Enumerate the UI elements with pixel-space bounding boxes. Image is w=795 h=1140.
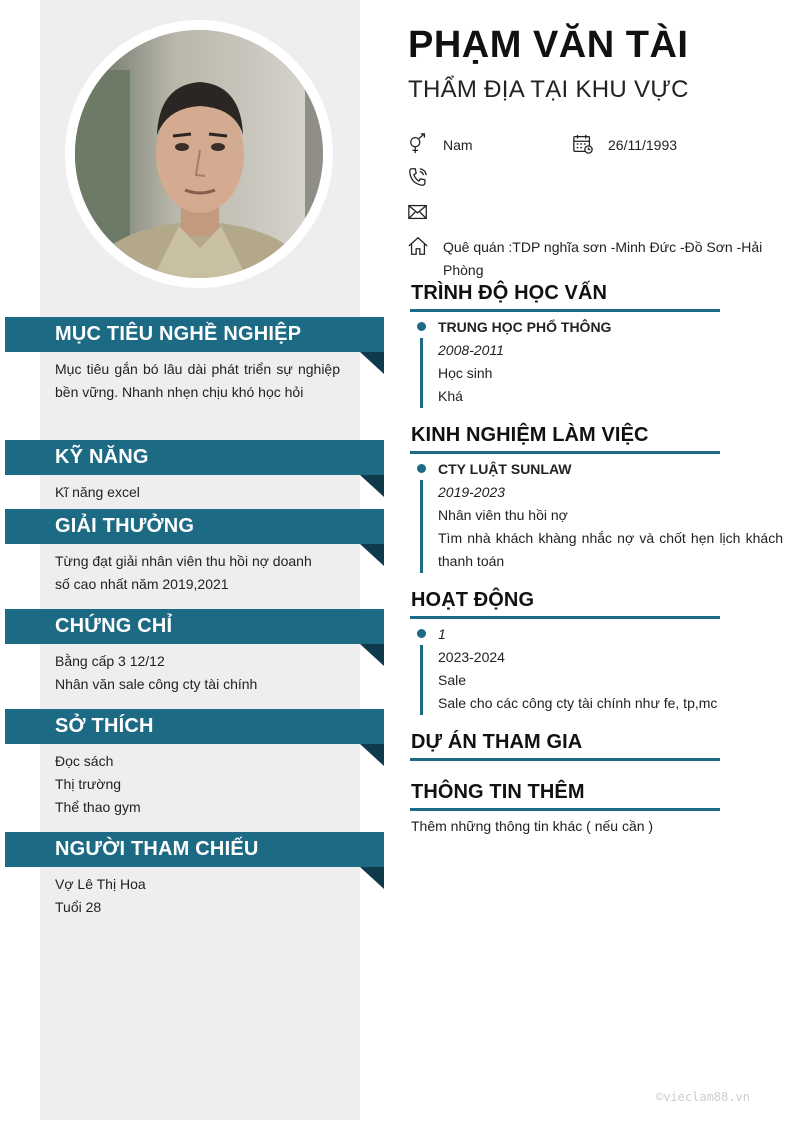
activity-description: Sale cho các công cty tài chính như fe, tp,mc	[438, 695, 718, 711]
certificates-section	[0, 609, 384, 696]
school-name: TRUNG HỌC PHỔ THÔNG	[438, 319, 612, 335]
experience-divider	[410, 451, 720, 454]
references-list	[0, 867, 384, 919]
awards-heading: GIẢI THƯỞNG	[5, 509, 384, 544]
avatar	[75, 30, 323, 278]
hobby-item: Thể thao gym	[55, 799, 141, 815]
education-heading: TRÌNH ĐỘ HỌC VẤN	[411, 282, 608, 304]
activity-name: 1	[438, 626, 446, 642]
experience-heading: KINH NGHIỆM LÀM VIỆC	[411, 424, 649, 446]
objective-section	[0, 317, 384, 404]
certificate-item: Nhân văn sale công cty tài chính	[55, 676, 258, 692]
awards-section	[0, 509, 384, 596]
job-title: THẨM ĐỊA TẠI KHU VỰC	[408, 76, 689, 103]
activities-heading: HOẠT ĐỘNG	[411, 589, 535, 611]
references-section	[0, 832, 384, 919]
activities-bullet	[417, 629, 426, 638]
gender-icon	[407, 133, 429, 155]
additional-text: Thêm những thông tin khác ( nếu cần )	[411, 818, 654, 834]
experience-timeline	[420, 480, 423, 573]
skills-section	[0, 440, 384, 504]
references-heading: NGƯỜI THAM CHIẾU	[5, 832, 384, 867]
calendar-icon	[572, 133, 594, 155]
activity-role: Sale	[438, 672, 467, 688]
avatar-photo	[75, 30, 323, 278]
projects-divider	[410, 758, 720, 761]
objective-heading: MỤC TIÊU NGHỀ NGHIỆP	[5, 317, 384, 352]
experience-period: 2019-2023	[438, 484, 505, 500]
birthdate-value: 26/11/1993	[608, 137, 678, 153]
certificates-list	[0, 644, 384, 696]
hobbies-section	[0, 709, 384, 819]
experience-position: Nhân viên thu hồi nợ	[438, 507, 568, 523]
phone-icon	[407, 166, 429, 188]
education-divider	[410, 309, 720, 312]
awards-text: Từng đạt giải nhân viên thu hồi nợ doanh số cao nhất năm 2019,2021	[55, 553, 312, 592]
reference-item: Vợ Lê Thị Hoa	[55, 876, 146, 892]
reference-item: Tuổi 28	[55, 899, 102, 915]
objective-text: Mục tiêu gắn bó lâu dài phát triển sự nghiệp bền vững. Nhanh nhẹn chịu khó học hỏi	[55, 361, 340, 400]
activities-entry	[438, 623, 783, 715]
education-timeline	[420, 338, 423, 408]
hobbies-list	[0, 744, 384, 819]
additional-divider	[410, 808, 720, 811]
skills-text: Kĩ năng excel	[55, 484, 140, 500]
gender-value: Nam	[443, 137, 473, 153]
address-value: Quê quán :TDP nghĩa sơn -Minh Đức -Đồ Sơn -Hải Phòng	[443, 239, 763, 278]
education-period: 2008-2011	[438, 342, 504, 358]
activities-divider	[410, 616, 720, 619]
home-icon	[407, 235, 429, 257]
experience-entry	[438, 458, 783, 573]
education-major: Học sinh	[438, 365, 493, 381]
hobby-item: Thị trường	[55, 776, 122, 792]
company-name: CTY LUẬT SUNLAW	[438, 461, 572, 477]
education-bullet	[417, 322, 426, 331]
education-grade: Khá	[438, 388, 463, 404]
education-entry	[438, 316, 611, 408]
skills-heading: KỸ NĂNG	[5, 440, 384, 475]
experience-bullet	[417, 464, 426, 473]
candidate-name: PHẠM VĂN TÀI	[408, 24, 689, 66]
watermark: ©vieclam88.vn	[656, 1090, 750, 1104]
hobbies-heading: SỞ THÍCH	[5, 709, 384, 744]
activities-timeline	[420, 645, 423, 715]
hobby-item: Đọc sách	[55, 753, 114, 769]
activity-period: 2023-2024	[438, 649, 505, 665]
experience-description: Tìm nhà khách khàng nhắc nợ và chốt hẹn lịch khách thanh toán	[438, 530, 783, 569]
certificate-item: Bằng cấp 3 12/12	[55, 653, 165, 669]
certificates-heading: CHỨNG CHỈ	[5, 609, 384, 644]
projects-heading: DỰ ÁN THAM GIA	[411, 731, 583, 753]
email-icon	[407, 201, 429, 223]
additional-heading: THÔNG TIN THÊM	[411, 781, 585, 803]
